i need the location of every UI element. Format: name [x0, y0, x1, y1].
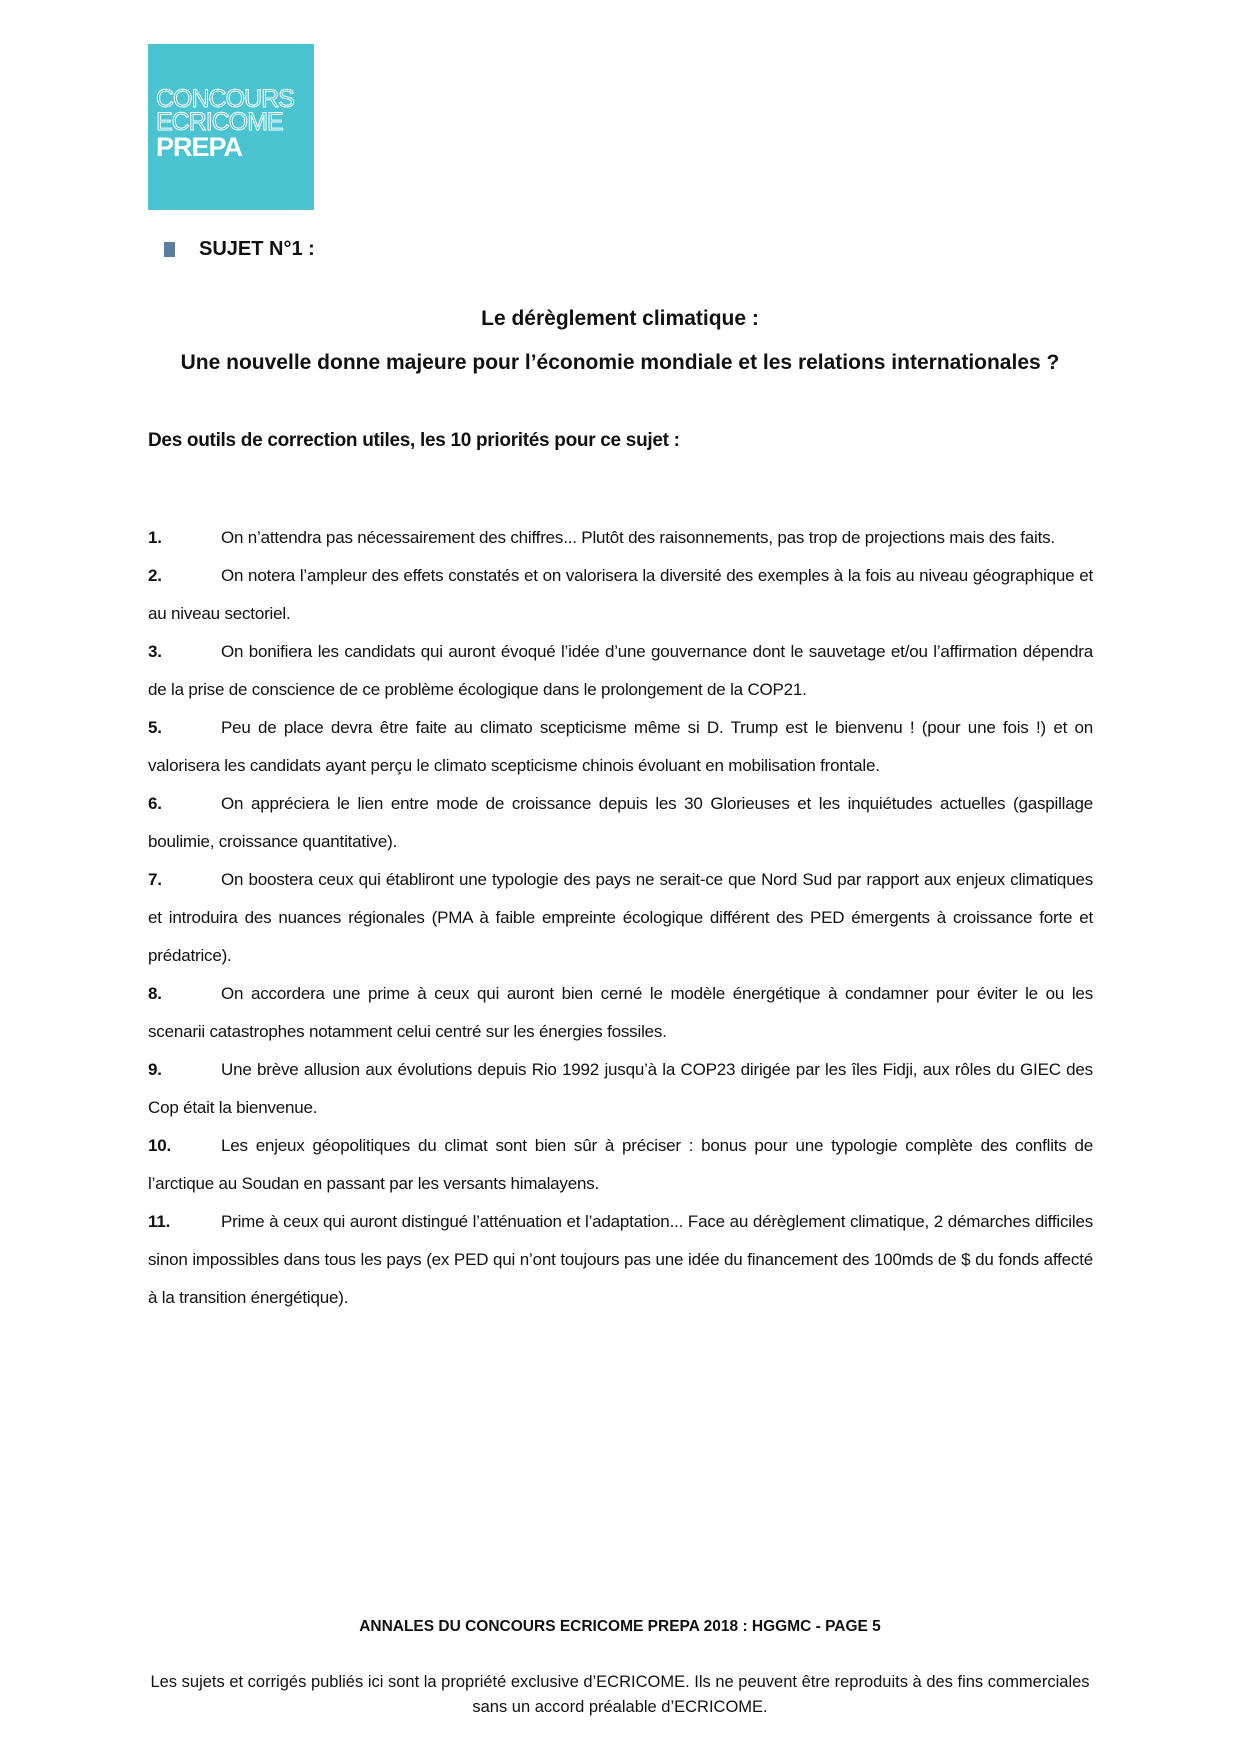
footer-note: Les sujets et corrigés publiés ici sont la propriété exclusive d’ECRICOME. Ils ne peuvent être reproduits à des fins commerciales sans un accord préalable d’ECRICOME. [150, 1673, 1090, 1716]
item-number: 6. [148, 794, 162, 813]
item-number: 5. [148, 718, 162, 737]
item-number: 3. [148, 642, 162, 661]
square-bullet-icon [164, 242, 175, 257]
list-item [148, 709, 1093, 785]
item-number: 7. [148, 870, 162, 889]
logo-line-prepa: PREPA [156, 132, 243, 162]
item-text: On accordera une prime à ceux qui auront bien cerné le modèle énergétique à condamner pour éviter le ou les scenarii catastrophes notamment celui centré sur les énergies fossiles. [148, 984, 1093, 1041]
title-line-2: Une nouvelle donne majeure pour l’économie mondiale et les relations internationales ? [180, 351, 1060, 374]
title-line-1: Le dérèglement climatique : [481, 307, 759, 330]
subject-heading [164, 238, 315, 261]
list-item [148, 785, 1093, 861]
list-item [148, 975, 1093, 1051]
list-item [148, 1051, 1093, 1127]
list-item [148, 861, 1093, 975]
item-text: Une brève allusion aux évolutions depuis Rio 1992 jusqu’à la COP23 dirigée par les îles Fidji, aux rôles du GIEC des Cop était la bienvenue. [148, 1060, 1093, 1117]
logo-line-ecricome: ECRICOME [156, 108, 283, 136]
item-number: 9. [148, 1060, 162, 1079]
item-text: Peu de place devra être faite au climato scepticisme même si D. Trump est le bienvenu ! (pour une fois !) et on valorisera les candidats ayant perçu le climato scepticisme chinois évoluant en mobilisation frontale. [148, 718, 1093, 775]
item-text: On bonifiera les candidats qui auront évoqué l’idée d’une gouvernance dont le sauvetage et/ou l’affirmation dépendra de la prise de conscience de ce problème écologique dans le prolongement de la COP21. [148, 642, 1093, 699]
item-text: On appréciera le lien entre mode de croissance depuis les 30 Glorieuses et les inquiétudes actuelles (gaspillage boulimie, croissance quantitative). [148, 794, 1093, 851]
list-item [148, 1203, 1093, 1317]
item-number: 8. [148, 984, 162, 1003]
item-number: 1. [148, 528, 162, 547]
subject-heading-text: SUJET N°1 : [199, 238, 315, 260]
priority-list [148, 519, 1093, 1317]
logo-line-concours: CONCOURS [156, 85, 294, 113]
item-text: On boostera ceux qui établiront une typologie des pays ne serait-ce que Nord Sud par rapport aux enjeux climatiques et introduira des nuances régionales (PMA à faible empreinte écologique différent des PED émergents à croissance forte et prédatrice). [148, 870, 1093, 965]
list-item [148, 519, 1093, 557]
item-number: 2. [148, 566, 162, 585]
list-item [148, 557, 1093, 633]
item-text: On notera l’ampleur des effets constatés et on valorisera la diversité des exemples à la fois au niveau géographique et au niveau sectoriel. [148, 566, 1093, 623]
list-item [148, 633, 1093, 709]
item-text: Les enjeux géopolitiques du climat sont bien sûr à préciser : bonus pour une typologie complète des conflits de l’arctique au Soudan en passant par les versants himalayens. [148, 1136, 1093, 1193]
ecricome-logo [148, 44, 314, 210]
item-number: 10. [148, 1136, 172, 1155]
footer-title: ANNALES DU CONCOURS ECRICOME PREPA 2018 : HGGMC - PAGE 5 [359, 1618, 881, 1635]
tools-heading: Des outils de correction utiles, les 10 priorités pour ce sujet : [148, 430, 680, 451]
item-number: 11. [148, 1212, 171, 1231]
item-text: Prime à ceux qui auront distingué l’atténuation et l’adaptation... Face au dérèglement climatique, 2 démarches difficiles sinon impossibles dans tous les pays (ex PED qui n’ont toujours pas une idée du financement des 100mds de $ du fonds affecté à la transition énergétique). [148, 1212, 1093, 1307]
list-item [148, 1127, 1093, 1203]
item-text: On n’attendra pas nécessairement des chiffres... Plutôt des raisonnements, pas trop de projections mais des faits. [221, 528, 1055, 547]
